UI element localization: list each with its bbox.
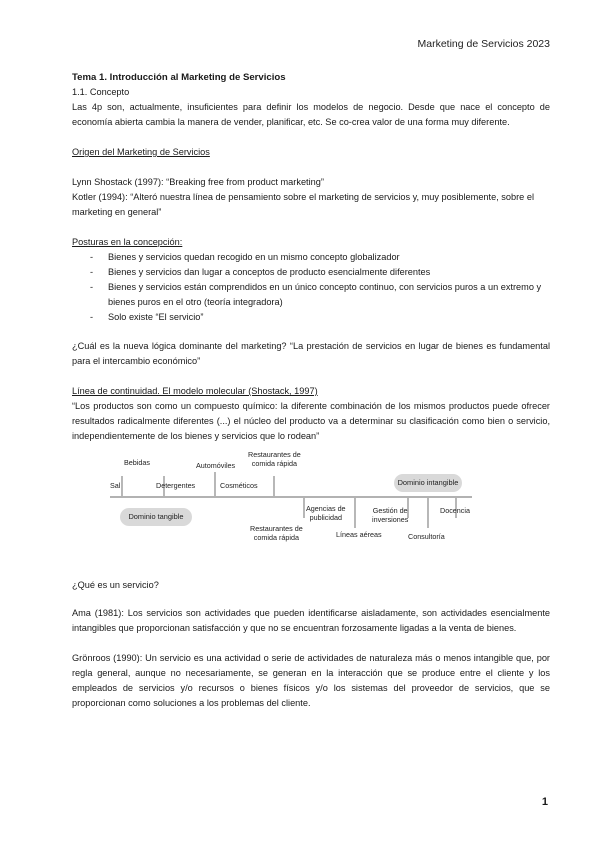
page-content	[72, 70, 550, 711]
list-item: - Bienes y servicios dan lugar a conceptos de producto esencialmente diferentes	[72, 265, 550, 280]
running-header: Marketing de Servicios 2023	[417, 38, 550, 50]
label-automoviles: Automóviles	[196, 461, 236, 470]
list-item: - Solo existe “El servicio”	[72, 310, 550, 325]
intro-paragraph: Las 4p son, actualmente, insuficientes para definir los modelos de negocio. Desde que nace el concepto de economía abierta cambia la manera de vender, planificar, etc. Se co-crea valor de una forma muy diferente.	[72, 102, 550, 127]
label-restaurantes-bottom: Restaurantes de comida rápida	[250, 524, 303, 542]
label-gestion: Gestión de inversiones	[372, 506, 409, 524]
que-es-heading: ¿Qué es un servicio?	[72, 580, 159, 590]
label-detergentes: Detergentes	[156, 481, 196, 490]
logica-paragraph: ¿Cuál es la nueva lógica dominante del marketing? “La prestación de servicios en lugar de bienes es fundamental para el intercambio económico”	[72, 341, 550, 366]
origen-heading: Origen del Marketing de Servicios	[72, 147, 210, 157]
continuum-diagram	[72, 450, 550, 560]
linea-heading: Línea de continuidad. El modelo molecular (Shostack, 1997)	[72, 386, 318, 396]
posturas-list	[72, 250, 550, 325]
label-docencia: Docencia	[440, 506, 470, 515]
section-heading: 1.1. Concepto	[72, 87, 130, 97]
label-lineas-aereas: Líneas aéreas	[336, 530, 382, 539]
linea-quote: “Los productos son como un compuesto químico: la diferente combinación de los mismos productos puede ofrecer resultados radicalmente diferentes (...) el núcleo del producto va a determinar su clasificación como bien o servicio, independientemente de los bienes y servicios que lo rodean”	[72, 401, 550, 441]
list-item: - Bienes y servicios quedan recogido en un mismo concepto globalizador	[72, 250, 550, 265]
kotler-citation: Kotler (1994): “Alteró nuestra línea de pensamiento sobre el marketing de servicios y, muy posiblemente, sobre el marketing en general”	[72, 192, 534, 217]
page-number: 1	[541, 796, 548, 808]
dominio-tangible-pill: Dominio tangible	[120, 508, 192, 526]
list-item: - Bienes y servicios están comprendidos en un único concepto continuo, con servicios puros a un extremo y bienes puros en el otro (teoría integradora)	[72, 280, 550, 310]
posturas-heading: Posturas en la concepción:	[72, 237, 183, 247]
chapter-title: Tema 1. Introducción al Marketing de Servicios	[72, 72, 286, 83]
dominio-intangible-pill: Dominio intangible	[394, 474, 462, 492]
label-consultoria: Consultoría	[408, 532, 445, 541]
gronroos-definition: Grönroos (1990): Un servicio es una actividad o serie de actividades de naturaleza más o menos intangible que, por regla general, aunque no necesariamente, se generan en la interacción que se produce entre el cliente y los empleados de servicios y/o recursos o bienes físicos y/o los sistemas del proveedor de servicios, que se proporcionan como soluciones a los problemas del cliente.	[72, 653, 550, 708]
lynn-citation: Lynn Shostack (1997): “Breaking free from product marketing”	[72, 177, 324, 187]
ama-definition: Ama (1981): Los servicios son actividades que pueden identificarse aisladamente, son actividades esencialmente intangibles que proporcionan satisfacción y que no se encuentran forzosamente ligadas a la venta de bienes.	[72, 608, 550, 633]
label-cosmeticos: Cosméticos	[220, 481, 258, 490]
label-restaurantes-top: Restaurantes de comida rápida	[248, 450, 301, 468]
label-agencias: Agencias de publicidad	[306, 504, 346, 522]
label-bebidas: Bebidas	[124, 458, 150, 467]
label-sal: Sal	[110, 481, 121, 490]
